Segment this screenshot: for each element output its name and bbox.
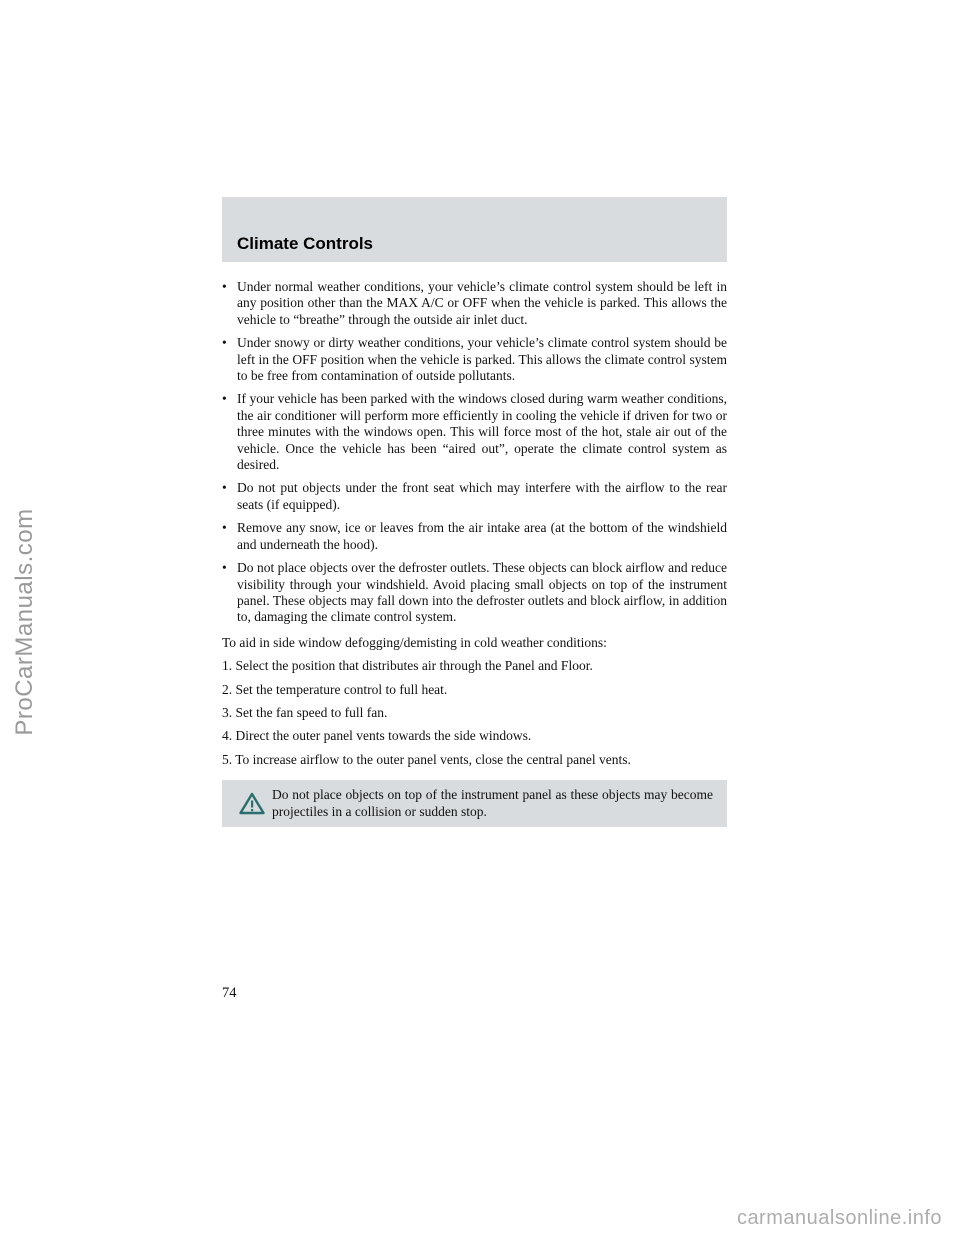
bullet-text: Do not place objects over the defroster outlets. These objects can block airflow and reduce visibility through your windshield. Avoid placing small objects on top of the instrument panel. These objects may fall down into the defroster outlets and block airflow, in addition to, damaging the climate control system. [237, 560, 727, 625]
step-paragraph-2: 2. Set the temperature control to full heat. [222, 681, 448, 697]
bullet-text: Do not put objects under the front seat which may interfere with the airflow to the rear seats (if equipped). [237, 480, 727, 512]
page-number: 74 [222, 985, 237, 1001]
page-content [222, 197, 727, 827]
section-header-banner [222, 197, 727, 262]
bullet-marker: • [222, 560, 227, 576]
bullet-text: Under snowy or dirty weather conditions, your vehicle’s climate control system should be left in the OFF position when the vehicle is parked. This allows the climate control system to be free from contamination of outside pollutants. [237, 335, 727, 384]
section-title: Climate Controls [237, 234, 374, 253]
bullet-marker: • [222, 520, 227, 536]
warning-text: Do not place objects on top of the instrument panel as these objects may become projectiles in a collision or sudden stop. [272, 787, 713, 819]
bullet-marker: • [222, 391, 227, 407]
watermark-procarmanuals: ProCarManuals.com [11, 508, 38, 736]
step-paragraph-3: 3. Set the fan speed to full fan. [222, 704, 388, 720]
bullet-item [222, 520, 727, 553]
warning-icon [232, 792, 272, 815]
step-paragraph-1: 1. Select the position that distributes air through the Panel and Floor. [222, 658, 593, 674]
bullet-item [222, 480, 727, 513]
bullet-list [222, 279, 727, 626]
bullet-text: Remove any snow, ice or leaves from the air intake area (at the bottom of the windshield and underneath the hood). [237, 520, 727, 552]
bullet-text: Under normal weather conditions, your vehicle’s climate control system should be left in any position other than the MAX A/C or OFF when the vehicle is parked. This allows the vehicle to “breathe” through the outside air inlet duct. [237, 279, 727, 327]
bullet-marker: • [222, 480, 227, 496]
bullet-marker: • [222, 279, 227, 294]
bullet-item [222, 279, 727, 328]
warning-box [222, 780, 727, 827]
step-paragraph-5: 5. To increase airflow to the outer panel vents, close the central panel vents. [222, 751, 631, 767]
step-paragraph-4: 4. Direct the outer panel vents towards the side windows. [222, 728, 532, 744]
watermark-carmanualsonline: carmanualsonline.info [736, 1207, 942, 1229]
intro-paragraph: To aid in side window defogging/demisting in cold weather conditions: [222, 634, 607, 650]
bullet-text: If your vehicle has been parked with the windows closed during warm weather conditions, the air conditioner will perform more efficiently in cooling the vehicle if driven for two or three minutes with the windows open. This will force most of the hot, stale air out of the vehicle. Once the vehicle has been “aired out”, operate the climate control system as desired. [237, 391, 727, 473]
body-text [222, 279, 727, 827]
bullet-marker: • [222, 335, 227, 351]
bullet-item [222, 391, 727, 473]
bullet-item [222, 560, 727, 626]
bullet-item [222, 335, 727, 384]
